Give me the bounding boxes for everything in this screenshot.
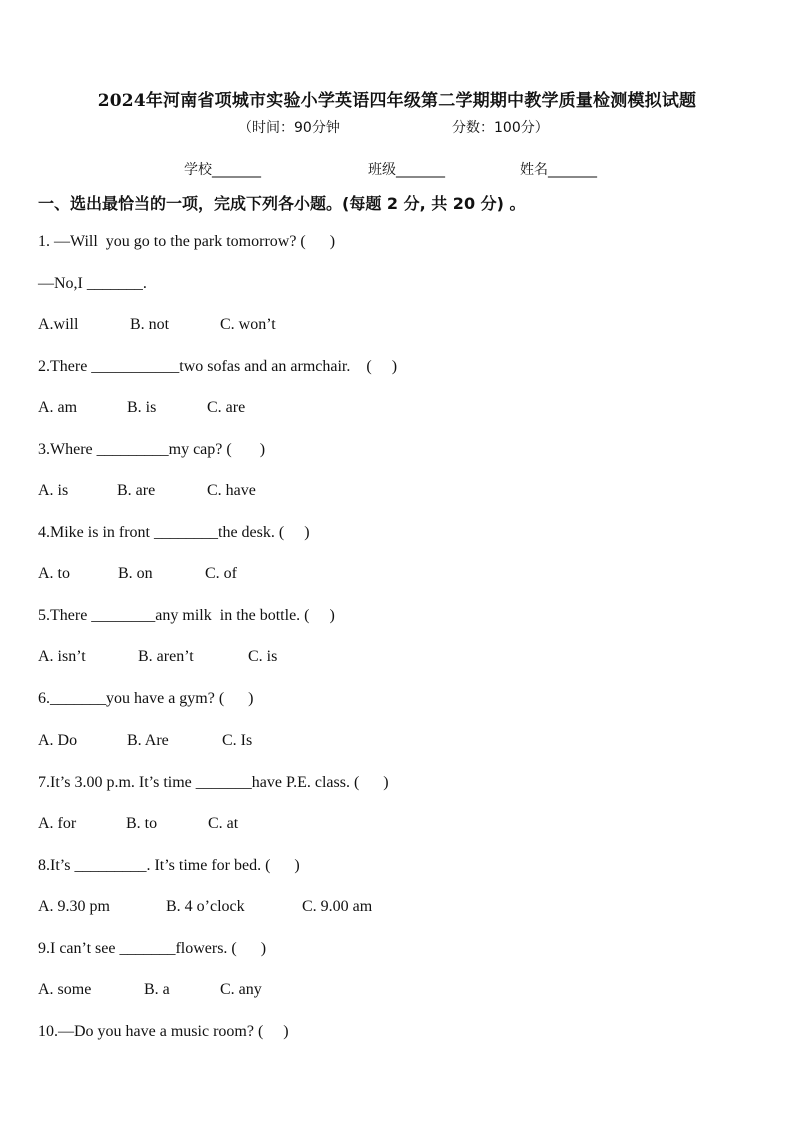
option-c: C. Is xyxy=(222,732,253,749)
option-b: B. aren’t xyxy=(138,648,194,665)
option-b: B. 4 o’clock xyxy=(166,898,245,915)
option-b: B. a xyxy=(144,981,170,998)
question-stem: 2.There ___________two sofas and an armchair. ( ) xyxy=(38,358,398,375)
option-a: A. for xyxy=(38,815,77,832)
option-b: B. not xyxy=(130,316,170,333)
option-b: B. is xyxy=(127,399,157,416)
question-stem: 7.It’s 3.00 p.m. It’s time _______have P.E. class. ( ) xyxy=(38,774,389,791)
question-extra: —No,I _______. xyxy=(38,275,147,292)
question-stem: 6._______you have a gym? ( ) xyxy=(38,690,254,707)
option-c: C. have xyxy=(207,482,256,499)
option-c: C. are xyxy=(207,399,246,416)
option-a: A.will xyxy=(38,316,79,333)
class-field: 班级_______ xyxy=(368,162,445,178)
option-c: C. won’t xyxy=(220,316,276,333)
option-a: A. 9.30 pm xyxy=(38,898,110,915)
question-stem: 10.—Do you have a music room? ( ) xyxy=(38,1023,289,1040)
option-c: C. is xyxy=(248,648,278,665)
question-stem: 8.It’s _________. It’s time for bed. ( ) xyxy=(38,857,300,874)
option-a: A. am xyxy=(38,399,78,416)
option-b: B. are xyxy=(117,482,156,499)
exam-time: （时间：90分钟 xyxy=(238,120,340,136)
question-stem: 9.I can’t see _______flowers. ( ) xyxy=(38,940,267,957)
section-heading: 一、选出最恰当的一项，完成下列各小题。(每题 2 分, 共 20 分) 。 xyxy=(38,194,526,213)
school-field: 学校_______ xyxy=(184,162,261,178)
option-c: C. at xyxy=(208,815,239,832)
option-b: B. to xyxy=(126,815,158,832)
option-a: A. some xyxy=(38,981,92,998)
option-a: A. Do xyxy=(38,732,78,749)
question-stem: 5.There ________any milk in the bottle. ( ) xyxy=(38,607,335,624)
exam-score: 分数：100分） xyxy=(452,120,549,136)
exam-title: 2024年河南省项城市实验小学英语四年级第二学期期中教学质量检测模拟试题 xyxy=(97,91,697,111)
option-c: C. 9.00 am xyxy=(302,898,373,915)
option-b: B. on xyxy=(118,565,153,582)
option-c: C. of xyxy=(205,565,237,582)
question-stem: 4.Mike is in front ________the desk. ( ) xyxy=(38,524,310,541)
option-a: A. is xyxy=(38,482,69,499)
question-stem: 1. —Will you go to the park tomorrow? ( ) xyxy=(38,233,336,250)
option-b: B. Are xyxy=(127,732,169,749)
option-a: A. isn’t xyxy=(38,648,86,665)
name-field: 姓名_______ xyxy=(520,162,597,178)
option-a: A. to xyxy=(38,565,70,582)
question-stem: 3.Where _________my cap? ( ) xyxy=(38,441,266,458)
option-c: C. any xyxy=(220,981,262,998)
